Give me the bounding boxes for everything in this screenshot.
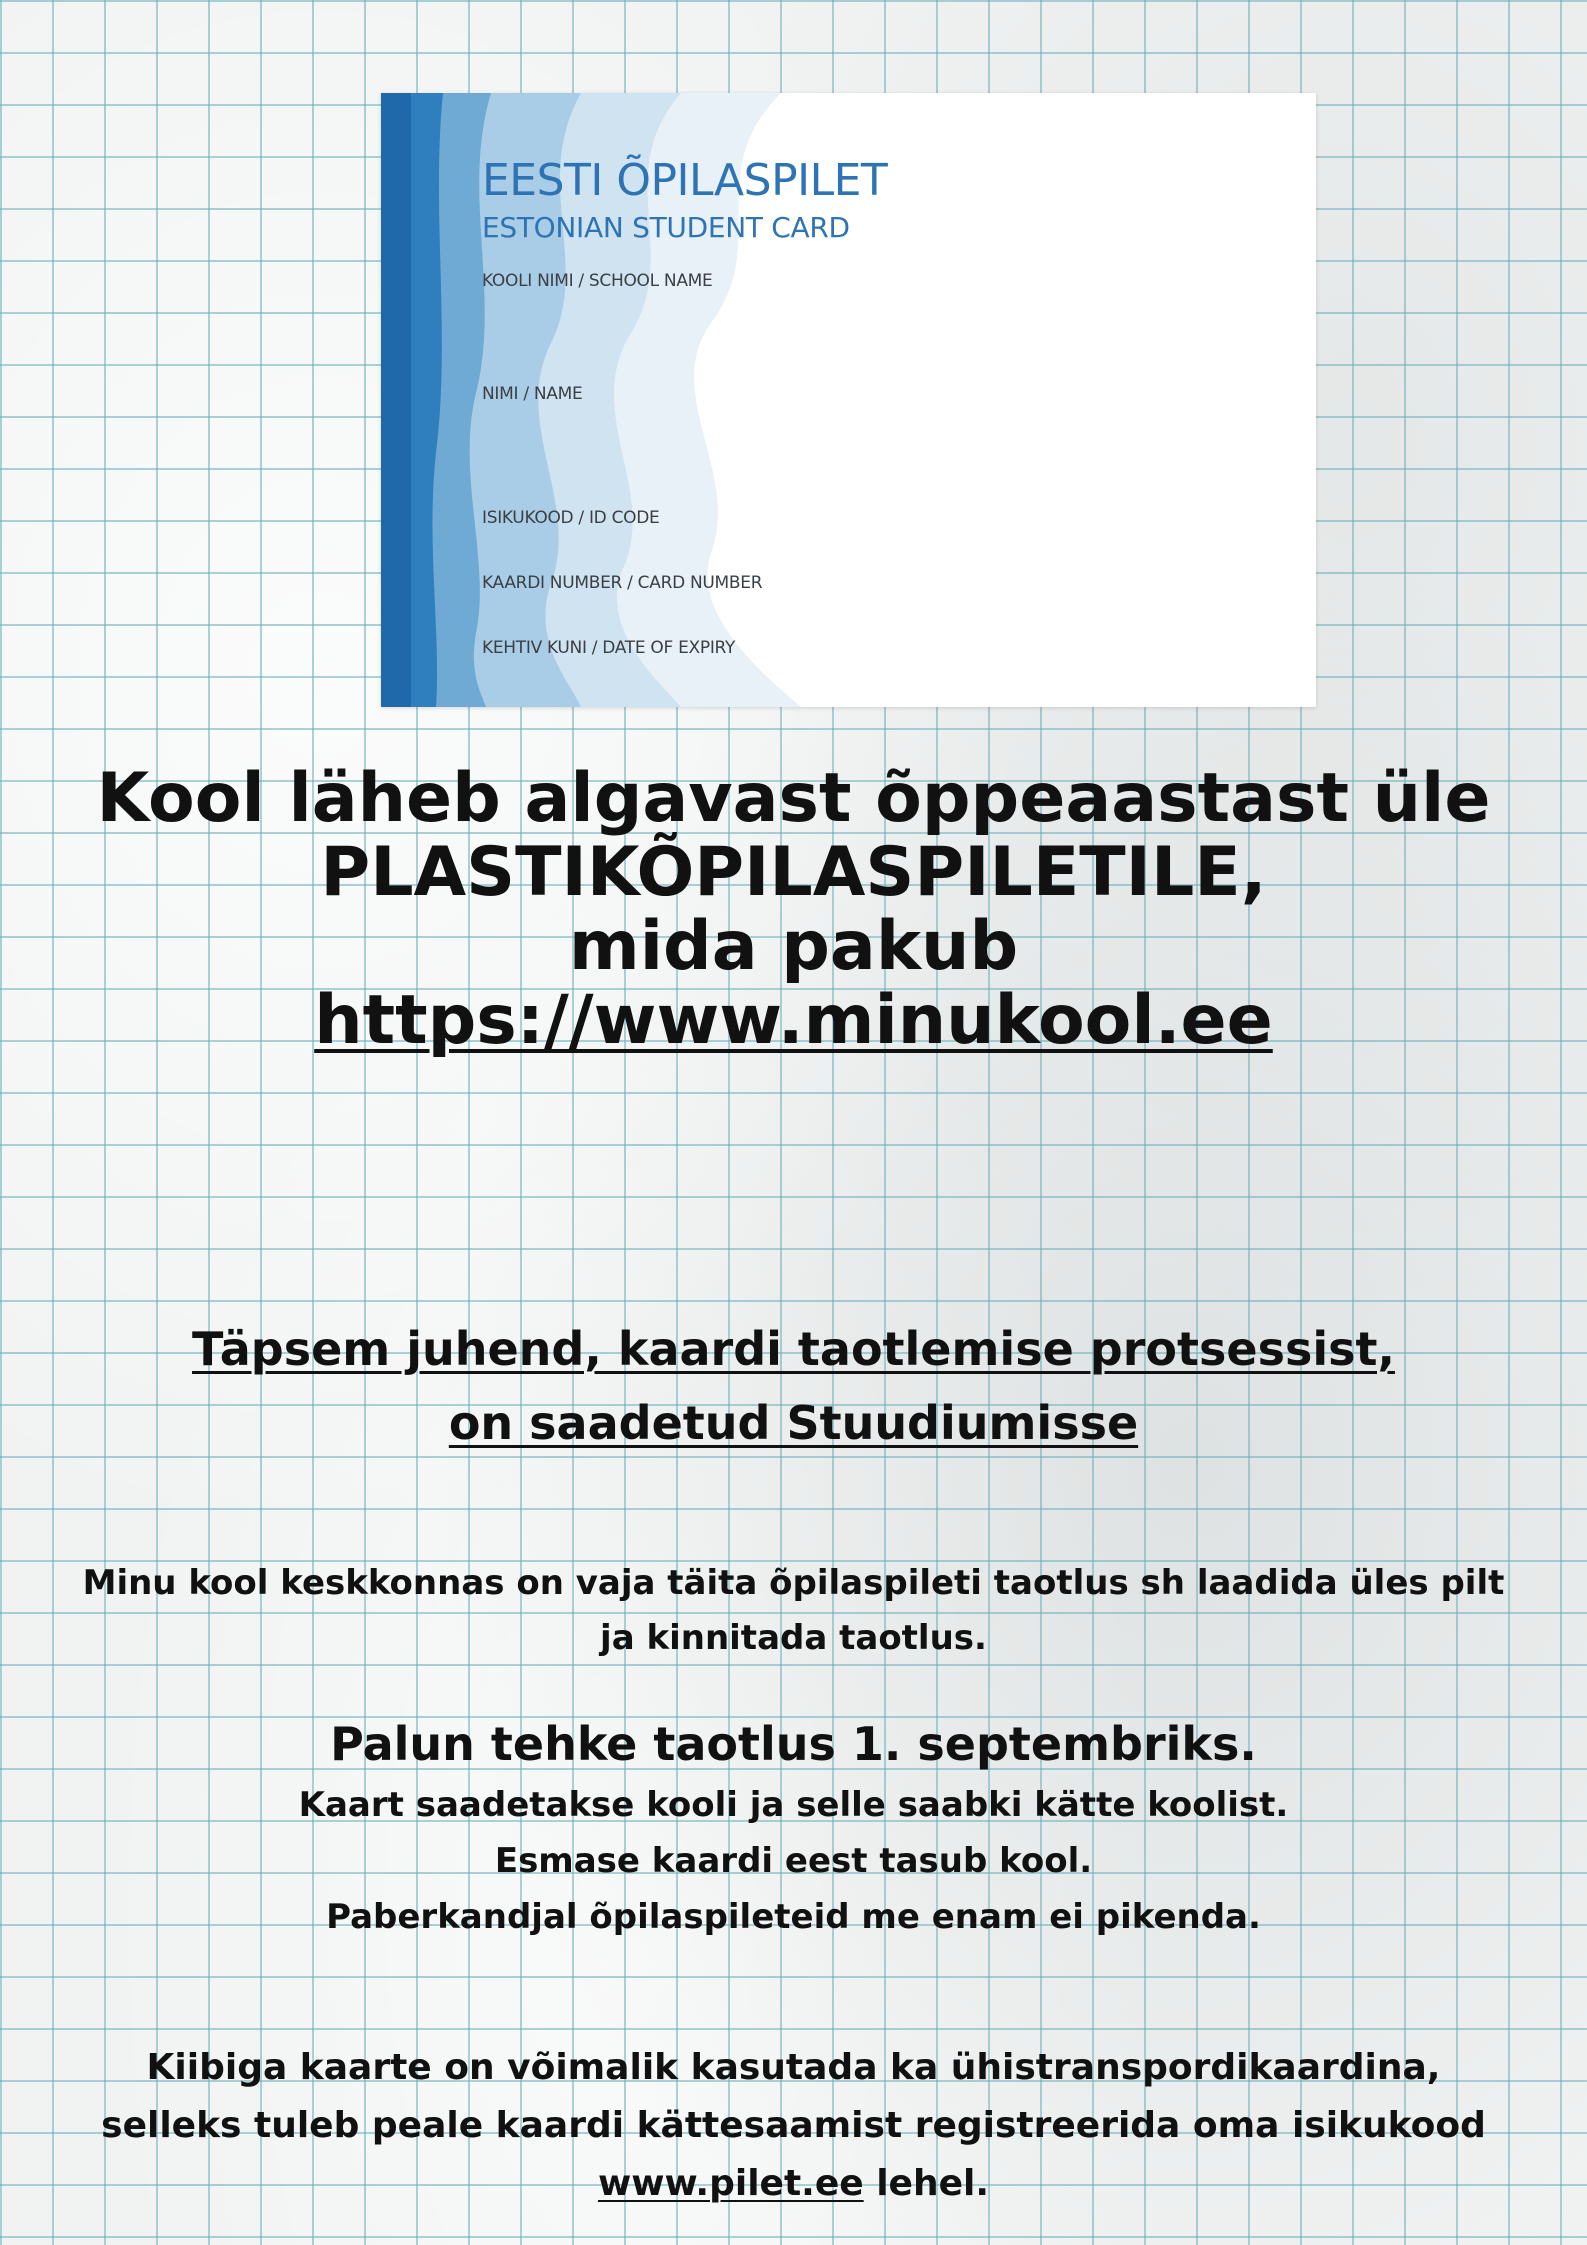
info-line-2: Esmase kaardi eest tasub kool. [494, 1841, 1093, 1881]
card-field-school-name: KOOLI NIMI / SCHOOL NAME [482, 271, 713, 291]
application-line-2: ja kinnitada taotlus. [600, 1618, 987, 1658]
card-field-date-of-expiry: KEHTIV KUNI / DATE OF EXPIRY [482, 638, 736, 658]
transport-line-2: selleks tuleb peale kaardi kättesaamist registreerida oma isikukood [101, 2105, 1486, 2146]
transport-suffix: lehel. [863, 2163, 990, 2204]
transport-info [0, 2039, 1587, 2213]
student-card-image [381, 93, 1316, 707]
headline-line-2: PLASTIKÕPILASPILETILE, [320, 833, 1267, 912]
pilet-link[interactable]: www.pilet.ee [597, 2163, 864, 2204]
deadline-notice: Palun tehke taotlus 1. septembriks. [330, 1717, 1257, 1771]
card-field-name: NIMI / NAME [482, 384, 583, 404]
transport-line-3 [0, 2155, 1587, 2213]
card-field-id-code: ISIKUKOOD / ID CODE [482, 508, 660, 528]
transport-line-1: Kiibiga kaarte on võimalik kasutada ka ühistranspordikaardina, [146, 2047, 1441, 2088]
info-line-1: Kaart saadetakse kooli ja selle saabki kätte koolist. [298, 1785, 1289, 1825]
card-title: EESTI ÕPILASPILET [482, 155, 888, 206]
guide-note [0, 1312, 1587, 1460]
application-line-1: Minu kool keskkonnas on vaja täita õpilaspileti taotlus sh laadida üles pilt [82, 1563, 1505, 1603]
guide-line-1: Täpsem juhend, kaardi taotlemise protsessist, [192, 1322, 1395, 1376]
info-line-3: Paberkandjal õpilaspileteid me enam ei pikenda. [326, 1897, 1261, 1937]
headline [0, 759, 1587, 1060]
card-info [0, 1777, 1587, 1945]
headline-line-1: Kool läheb algavast õppeaastast üle [96, 759, 1491, 838]
application-instructions [0, 1556, 1587, 1666]
card-field-card-number: KAARDI NUMBER / CARD NUMBER [482, 573, 763, 593]
guide-line-2: on saadetud Stuudiumisse [448, 1396, 1139, 1450]
headline-line-3: mida pakub [568, 907, 1019, 986]
card-subtitle: ESTONIAN STUDENT CARD [482, 211, 850, 244]
minukool-link[interactable]: https://www.minukool.ee [314, 981, 1273, 1060]
